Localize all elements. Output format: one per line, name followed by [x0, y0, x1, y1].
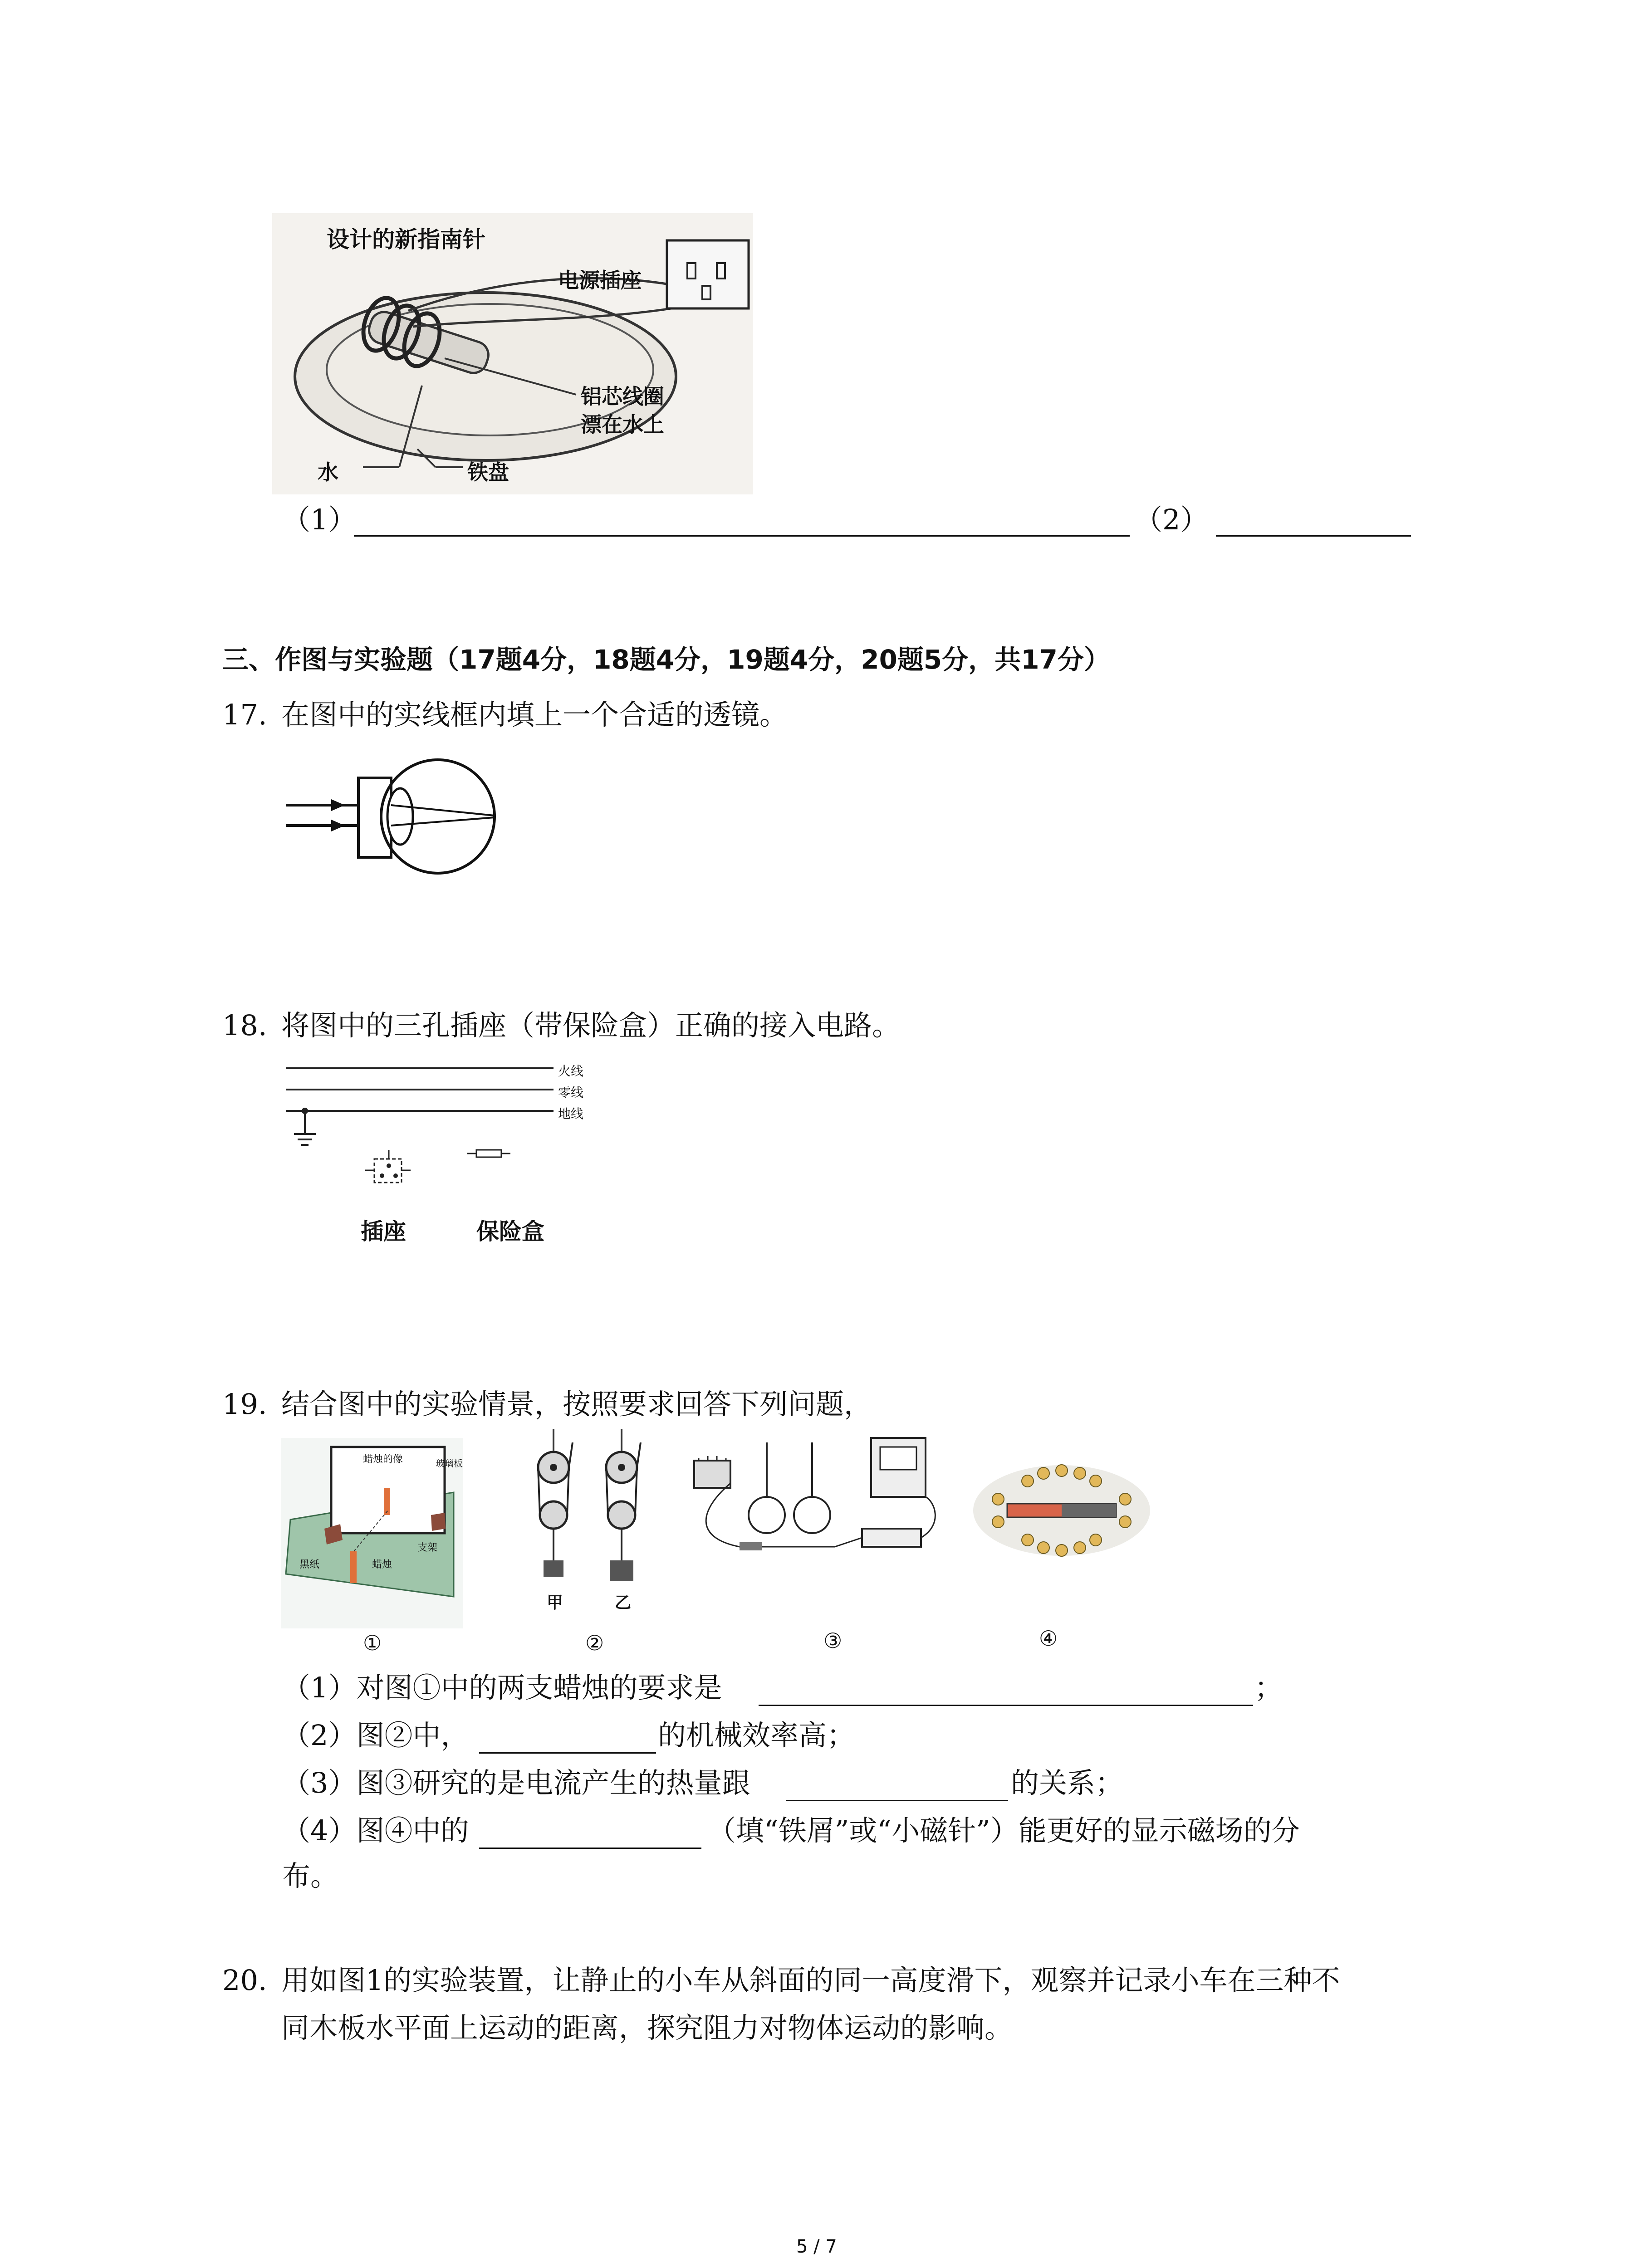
pulley-figure	[522, 1424, 667, 1619]
current-heat-figure	[690, 1433, 944, 1569]
q19-sub1-post: ；	[1254, 1671, 1283, 1704]
q19-sub4-cont: 布。	[282, 1859, 339, 1892]
fire-line-label: 火线	[558, 1064, 584, 1079]
q19-sub4-post: （填“铁屑”或“小磁针”）能更好的显示磁场的分	[708, 1814, 1300, 1847]
q19-number: 19.	[222, 1388, 267, 1421]
label-stand: 支架	[417, 1542, 438, 1554]
q17-number: 17.	[222, 698, 267, 731]
label-black-paper: 黑纸	[299, 1559, 320, 1570]
neutral-line-label: 零线	[558, 1085, 584, 1100]
eye-lens-figure	[281, 758, 517, 885]
q19-sub2-post: 的机械效率高；	[658, 1719, 855, 1752]
q19-sub1-pre: （1）对图①中的两支蜡烛的要求是	[282, 1671, 722, 1704]
fuse-symbol	[467, 1150, 510, 1157]
coil-label-2: 漂在水上	[581, 412, 664, 437]
circuit-figure	[281, 1057, 626, 1261]
water-label: 水	[318, 460, 338, 484]
compass-title: 设计的新指南针	[327, 226, 485, 253]
q19-answer-blank-2[interactable]	[479, 1752, 656, 1754]
coil-label-1: 铝芯线圈	[581, 384, 664, 409]
q19-answer-blank-4[interactable]	[479, 1848, 701, 1849]
label-jia: 甲	[547, 1593, 563, 1612]
q16-answer-blank-1[interactable]	[354, 535, 1130, 537]
label-candle: 蜡烛	[372, 1559, 392, 1570]
compass-figure	[272, 213, 753, 494]
q19-text: 结合图中的实验情景，按照要求回答下列问题，	[281, 1388, 872, 1421]
q18-number: 18.	[222, 1009, 267, 1042]
q16-blank1-label: （1）	[282, 503, 357, 536]
q16-answer-blank-2[interactable]	[1216, 535, 1411, 537]
q19-answer-blank-3[interactable]	[786, 1800, 1008, 1801]
q20-line2: 同木板水平面上运动的距离，探究阻力对物体运动的影响。	[281, 2011, 1013, 2044]
q19-sub2-pre: （2）图②中，	[282, 1719, 469, 1752]
q18-text: 将图中的三孔插座（带保险盒）正确的接入电路。	[281, 1009, 901, 1042]
q17-text: 在图中的实线框内填上一个合适的透镜。	[281, 698, 788, 731]
fuse-caption: 保险盒	[476, 1218, 544, 1245]
plate-label: 铁盘	[467, 460, 509, 484]
ground-line-label: 地线	[558, 1106, 584, 1121]
power-socket	[667, 240, 749, 308]
fig-label-2: ②	[585, 1631, 604, 1655]
q19-sub3-pre: （3）图③研究的是电流产生的热量跟	[282, 1766, 750, 1799]
lens-box	[358, 778, 391, 857]
section3-heading: 三、作图与实验题（17题4分，18题4分，19题4分，20题5分，共17分）	[222, 644, 1110, 675]
fig-label-1: ①	[363, 1631, 382, 1655]
magnet-field-figure	[971, 1461, 1152, 1560]
label-yi: 乙	[615, 1593, 632, 1612]
q19-sub3-post: 的关系；	[1011, 1766, 1124, 1799]
q20-number: 20.	[222, 1964, 267, 1997]
q20-line1: 用如图1的实验装置，让静止的小车从斜面的同一高度滑下，观察并记录小车在三种不	[281, 1964, 1340, 1997]
socket-caption: 插座	[361, 1218, 406, 1245]
mirror-experiment-figure	[281, 1438, 463, 1628]
socket-label: 电源插座	[558, 268, 642, 293]
q19-answer-blank-1[interactable]	[759, 1705, 1253, 1706]
q16-blank2-label: （2）	[1134, 503, 1209, 536]
label-candle-image: 蜡烛的像	[363, 1454, 403, 1465]
fig-label-4: ④	[1039, 1626, 1058, 1651]
page-number: 5 / 7	[796, 2236, 837, 2257]
q19-sub4-pre: （4）图④中的	[282, 1814, 469, 1847]
fig-label-3: ③	[823, 1628, 843, 1653]
label-glass-plate: 玻璃板	[436, 1458, 463, 1469]
three-pin-socket-symbol	[365, 1150, 411, 1183]
